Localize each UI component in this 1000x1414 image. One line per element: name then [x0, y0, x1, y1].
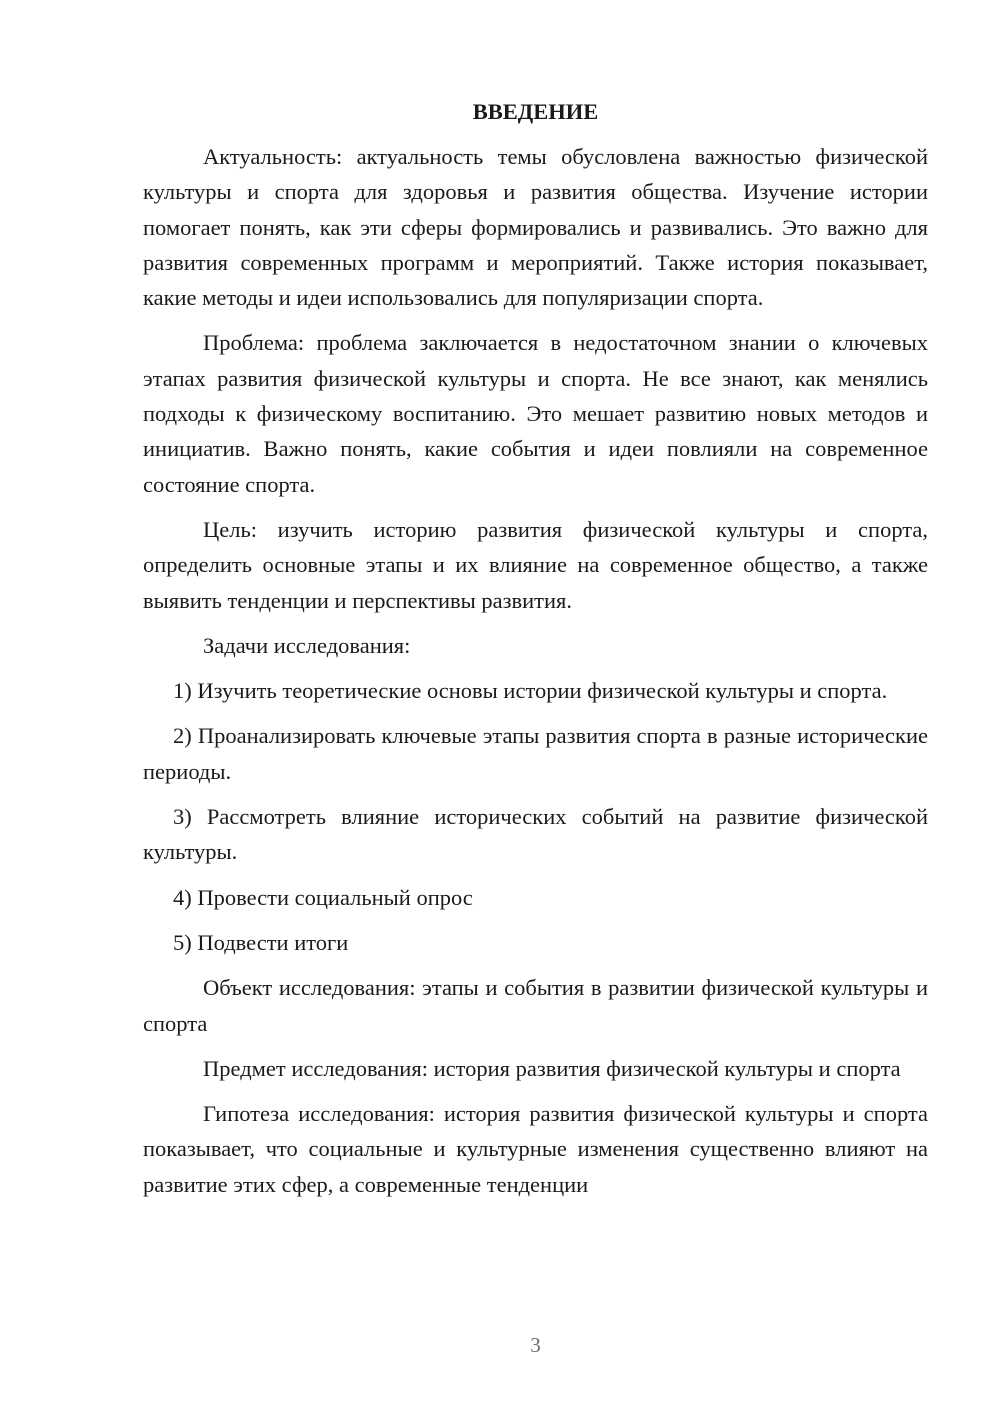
- page-number: 3: [530, 1333, 541, 1357]
- document-page: [143, 94, 928, 1212]
- section-title: ВВЕДЕНИЕ: [472, 99, 599, 124]
- tasks-heading: Задачи исследования:: [203, 632, 411, 658]
- task-item-1: 1) Изучить теоретические основы истории физической культуры и спорта.: [173, 678, 888, 704]
- task-item-3: 3) Рассмотреть влияние исторических событий на развитие физической культуры.: [143, 804, 928, 865]
- goal-paragraph: Цель: изучить историю развития физической культуры и спорта, определить основные этапы и их влияние на современное общество, а также выявить тенденции и перспективы развития.: [143, 516, 928, 613]
- hypothesis-paragraph: Гипотеза исследования: история развития физической культуры и спорта показывает, что социальные и культурные изменения существенно влияют на развитие этих сфер, а современные тенденции: [143, 1101, 928, 1197]
- task-item-5: 5) Подвести итоги: [173, 929, 349, 955]
- research-subject-paragraph: Предмет исследования: история развития физической культуры и спорта: [203, 1055, 901, 1081]
- task-item-4: 4) Провести социальный опрос: [173, 884, 473, 910]
- task-item-2: 2) Проанализировать ключевые этапы развития спорта в разные исторические периоды.: [143, 723, 928, 784]
- problem-paragraph: Проблема: проблема заключается в недостаточном знании о ключевых этапах развития физической культуры и спорта. Не все знают, как менялись подходы к физическому воспитанию. Это мешает развитию новых методов и инициатив. Важно понять, какие события и идеи повлияли на современное состояние спорта.: [143, 330, 928, 497]
- relevance-paragraph: Актуальность: актуальность темы обусловлена важностью физической культуры и спорта для здоровья и развития общества. Изучение истории помогает понять, как эти сферы формировались и развивались. Это важно для развития современных программ и мероприятий. Также история показывает, какие методы и идеи использовались для популяризации спорта.: [143, 144, 928, 311]
- research-object-paragraph: Объект исследования: этапы и события в развитии физической культуры и спорта: [143, 975, 928, 1036]
